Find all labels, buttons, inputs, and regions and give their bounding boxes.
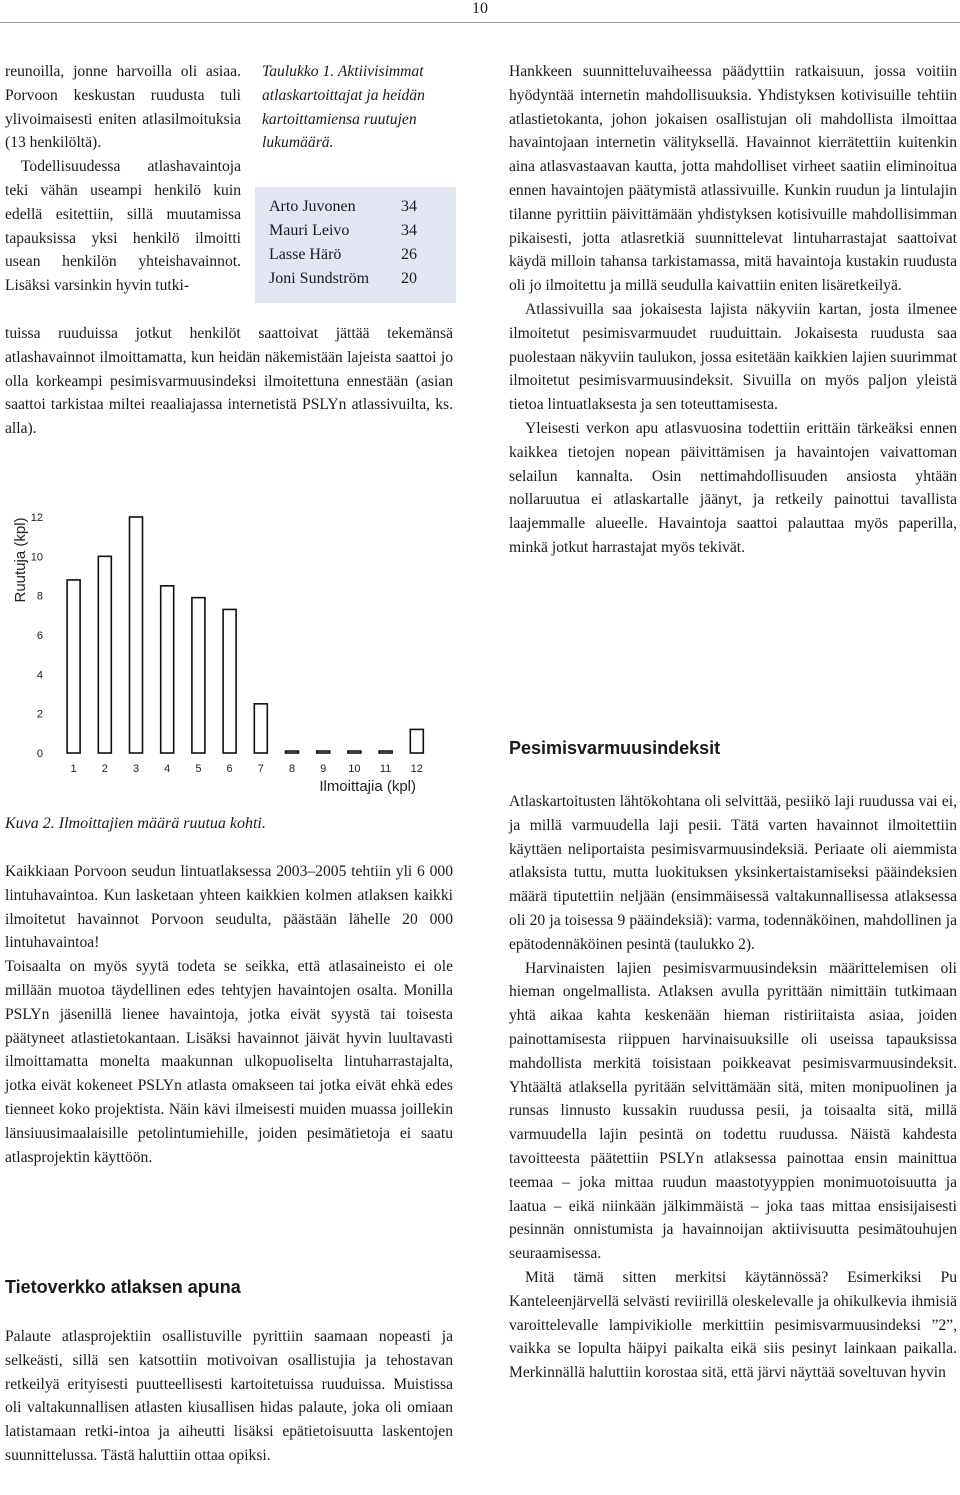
mapper-value: 26 (401, 246, 417, 263)
table-row (269, 219, 456, 243)
left-intro (5, 60, 241, 298)
x-tick-label: 2 (101, 763, 108, 775)
section-heading-pesimisvarmuus: Pesimisvarmuusindeksit (509, 738, 721, 758)
bar (410, 729, 423, 753)
right-paragraph-5: Harvinaisten lajien pesimisvarmuusindeksin määrittelemisen oli hieman ongelmallista. Atlaksen avulla pyrittään nimittäin tutkimaan yhtä aikaa kahta keskenään hieman ristiriitaista asiaa, joiden painottamisesta riippuen harvinaisuuksille oli useissa tapauksissa mahdollista merkitä toisistaan poikkeavat pesimisvarmuusindeksit. Yhtäältä atlaksella pyritään selvittämään sitä, miten monipuolinen ja runsas linnusto kussakin ruudussa pesii, ja toisaalta sitä, millä varmuudella lajin pesintä on todettu ruudussa. Näistä kahdesta tavoitteesta päätettiin PSLYn atlaksessa painottaa ensin mainittua teemaa – joka mittaa ruudun maastotyyppien monimuotoisuutta ja laatua – eikä niinkään jälkimmäistä – joka taas mittaa ensisijaisesti pesinnän onnistumista ja havainnoijan aktiivisuutta pesimätouhujen seuraamisessa. (509, 959, 957, 1263)
mapper-name: Joni Sundström (269, 270, 370, 287)
bar-chart-svg (0, 505, 423, 800)
right-upper-text (509, 60, 957, 560)
paragraph-2-wide: tuissa ruuduissa jotkut henkilöt saattoivat jättää tekemänsä atlashavainnot ilmoittamatta, kun heidän näkemistään lajeista saattoi jo olla korkeampi pesimisvarmuusindeksi ilmoitettuna ennestään (asian saattoi tarkistaa miltei reaaliajassa internetistä PSLYn atlassivuilta, ks. alla). (5, 325, 453, 438)
table-row (269, 267, 456, 291)
table-row (269, 195, 456, 219)
intro-paragraph: reunoilla, jonne harvoilla oli asiaa. Porvoon keskustan ruudusta tuli ylivoimaisesti eniten atlasilmoituksia (13 henkilöltä). (5, 63, 241, 152)
bar (67, 580, 80, 753)
bar (223, 609, 236, 753)
x-axis-label: Ilmoittajia (kpl) (319, 778, 416, 795)
bar (192, 598, 205, 753)
bar (161, 586, 174, 753)
y-axis-label: Ruutuja (kpl) (12, 517, 29, 603)
x-tick-label: 4 (164, 763, 171, 775)
left-lower-text (5, 860, 453, 1169)
table-row (269, 243, 456, 267)
y-tick-label: 0 (36, 748, 43, 760)
y-tick-label: 12 (30, 512, 43, 524)
paragraph-4: Toisaalta on myös syytä todeta se seikka, että atlasaineisto ei ole millään muotoa täydellinen edes tehtyjen havaintojen osalta. Monilla PSLYn jäsenillä lienee havaintoja, jotka eivät syystä tai toisesta päätyneet atlastietokantaan. Lisäksi havainnot jäivät hyvin luultavasti ilmoittamatta monelta maakunnan ulkopuoliselta lintuharrastajalta, jotka eivät kokeneet PSLYn atlasta omakseen tai jotka eivät ehkä edes tienneet koko projektista. Näin kävi ilmeisesti muiden muassa joillekin länsiuusimaalaisille petolintumiehille, joiden pesimätietoja ei saatu atlasprojektin käyttöön. (5, 958, 453, 1166)
y-tick-label: 10 (30, 551, 43, 564)
y-tick-label: 8 (36, 590, 43, 603)
page-number: 10 (472, 0, 488, 17)
x-tick-label: 1 (70, 763, 77, 775)
bar (254, 704, 267, 753)
paragraph-5: Palaute atlasprojektiin osallistuville pyrittiin saamaan nopeasti ja selkeästi, sillä sen katsottiin motivoivan osallistujia ja tehostavan retkeilyä erityisesti puutteellisesti kartoitetuissa ruuduissa. Muistissa oli valtakunnallisen atlasten kiusallisen hidas palaute, joka oli omiaan latistamaan retki-intoa ja aiheutti lisäksi epätietoisuutta laskentojen suunnittelussa. Tästä haluttiin ottaa opiksi. (5, 1328, 453, 1464)
right-paragraph-2: Atlassivuilla saa jokaisesta lajista näkyviin kartan, josta ilmenee ilmoitetut pesimisvarmuudet ruuduittain. Jokaisesta ruudusta saa puolestaan näkyviin taulukon, jossa esitetään kaikkien lajien suurimmat ilmoitetut pesimisvarmuusindeksit. Sivuilla on myös paljon yleistä tietoa lintuatlaksesta ja sen toteuttamisesta. (509, 300, 957, 414)
x-tick-label: 12 (410, 763, 423, 775)
bar (286, 751, 299, 753)
y-tick-label: 2 (36, 708, 43, 721)
paragraph-3: Kaikkiaan Porvoon seudun lintuatlaksessa 2003–2005 tehtiin yli 6 000 lintuhavaintoa. Kun lasketaan yhteen kaikkien kolmen atlaksen kaikki ilmoitetut havainnot Porvoon seudulta, päästään lähelle 20 000 lintuhavaintoa! (5, 863, 453, 952)
reporters-chart (0, 505, 423, 800)
x-tick-label: 8 (288, 763, 296, 775)
x-tick-label: 10 (348, 763, 361, 775)
table-caption: Taulukko 1. Aktiivisimmat atlaskartoittajat ja heidän kartoittamiensa ruutujen lukumäärä. (262, 63, 425, 152)
mapper-name: Arto Juvonen (269, 198, 356, 215)
bar (317, 751, 330, 753)
active-mappers-table (255, 187, 456, 303)
x-tick-label: 6 (226, 763, 233, 775)
bar (130, 517, 143, 753)
mapper-value: 20 (401, 270, 417, 287)
x-tick-label: 5 (195, 763, 202, 775)
x-tick-label: 7 (257, 763, 264, 775)
right-paragraph-4: Atlaskartoitusten lähtökohtana oli selvittää, pesiikö laji ruudussa vai ei, ja millä varmuudella laji pesii. Tätä varten havainnot ilmoitettiin käyttäen neliportaista pesimisvarmuusindeksiä. Periaate oli aiemmista atlaksista tuttu, mutta luokituksen yksinkertaistamiseksi pääindeksien määrä tiputettiin neljään (ensimmäisessä valtakunnallisessa atlaksessa oli 20 ja toisessa 9 pääindeksiä): varma, todennäköinen, mahdollinen ja epätodennäköinen pesintä (taulukko 2). (509, 793, 957, 953)
bar (348, 751, 361, 753)
figure-caption: Kuva 2. Ilmoittajien määrä ruutua kohti. (5, 815, 266, 832)
x-tick-label: 9 (320, 763, 327, 775)
right-paragraph-6: Mitä tämä sitten merkitsi käytännössä? Esimerkiksi Pu Kanteleenjärvellä selvästi reviirillä oleskelevalle ja ohikulkevia ihmisiä varoittelevalle lampivikiolle merkittiin pesimisvarmuusindeksi ”2”, vaikka se lopulta häipyi paikalta eikä siis pesinyt lainkaan paikalla. Merkinnällä haluttiin korostaa sitä, että järvi näyttää soveltuvan hyvin (509, 1268, 957, 1382)
mapper-name: Mauri Leivo (269, 222, 350, 239)
bar (98, 556, 111, 753)
mapper-value: 34 (401, 222, 417, 239)
x-tick-label: 11 (379, 763, 392, 775)
right-paragraph-3: Yleisesti verkon apu atlasvuosina todettiin erittäin tärkeäksi ennen kaikkea tietojen nopean päivittämisen ja havaintojen vaivattoman selailun kannalta. Osin nettimahdollisuuden ansiosta yhtään nollaruutua ei atlaskartalle jäänyt, ja retkeily painottui tavallista laajemmalle alueelle. Havaintoja saattoi palauttaa myös paperilla, minkä jotkut harrastajat myös tekivät. (509, 419, 957, 556)
mapper-name: Lasse Härö (269, 246, 342, 263)
y-tick-label: 4 (36, 669, 43, 682)
x-tick-label: 3 (132, 763, 140, 775)
mapper-value: 34 (401, 198, 417, 215)
section-heading-tietoverkko: Tietoverkko atlaksen apuna (5, 1277, 241, 1297)
bar (379, 751, 392, 753)
right-paragraph-1: Hankkeen suunnitteluvaiheessa päädyttiin ratkaisuun, jossa voitiin hyödyntää internetin mahdollisuuksia. Yhdistyksen kotivisuille tehtiin atlastietokanta, johon jokaisen osallistujan oli mahdollista ilmoittaa havaintojaan internetin välityksellä. Havainnot kierrätettiin kuitenkin aina atlasvastaavan kautta, jotta mahdolliset virheet saatiin eliminoitua ennen havaintojen päätymistä atlassivuille. Kunkin ruudun ja lintulajin tilanne pyrittiin päivittämään yhdistyksen kotisivuille mahdollisimman pikaisesti, jotta atlasretkiä suunnittelevat lintuharrastajat saattoivat käydä milloin tahansa tarkistamassa, mitä havaintoja kustakin ruudusta oli jo ilmoitettu ja millä seudulla kaivattiin eniten lisäretkeilyä. (509, 63, 957, 295)
header-rule (0, 22, 960, 23)
y-tick-label: 6 (36, 630, 43, 642)
paragraph-2-narrow: Todellisuudessa atlashavaintoja teki vähän useampi henkilö kuin edellä esitettiin, sillä muutamissa tapauksissa yksi henkilö ilmoitti usean henkilön yhteishavainnot. Lisäksi varsinkin hyvin tutki- (5, 158, 241, 295)
right-lower-text (509, 790, 957, 1385)
